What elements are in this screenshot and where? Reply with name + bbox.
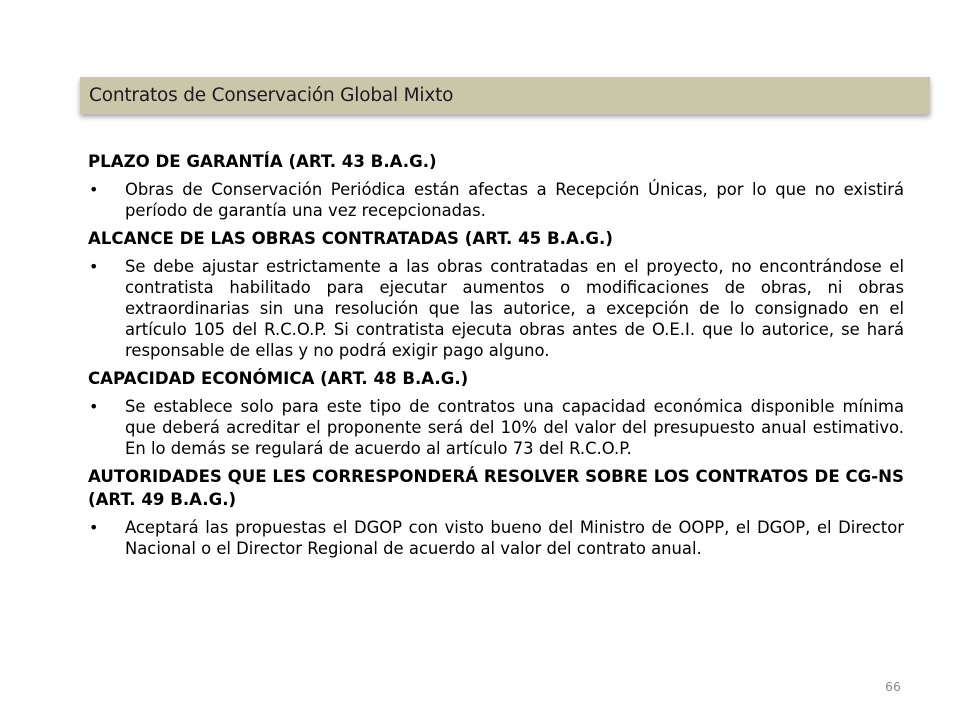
section-heading-alcance-obras: ALCANCE DE LAS OBRAS CONTRATADAS (ART. 45 B.A.G.) [88, 229, 613, 248]
section-heading-capacidad-economica: CAPACIDAD ECONÓMICA (ART. 48 B.A.G.) [88, 369, 469, 388]
page-number: 66 [885, 679, 901, 694]
bullet-dot-icon: • [89, 518, 99, 537]
bullet-item-capacidad-economica [88, 396, 904, 459]
bullet-text-alcance-obras: Se debe ajustar estrictamente a las obras contratadas en el proyecto, no encontrándose el contratista habilitado para ejecutar aumentos o modificaciones de obras, ni obras extraordinarias sin una resolución que las autorice, a excepción de lo consignado en el artículo 105 del R.C.O.P. Si contratista ejecuta obras antes de O.E.I. que lo autorice, se hará responsable de ellas y no podrá exigir pago alguno. [125, 257, 904, 360]
bullet-text-autoridades: Aceptará las propuestas el DGOP con visto bueno del Ministro de OOPP, el DGOP, el Director Nacional o el Director Regional de acuerdo al valor del contrato anual. [125, 518, 904, 558]
bullet-dot-icon: • [89, 180, 99, 199]
slide-content [88, 150, 904, 565]
bullet-item-autoridades [88, 517, 904, 559]
bullet-item-plazo-garantia [88, 179, 904, 221]
bullet-item-alcance-obras [88, 256, 904, 361]
slide-title: Contratos de Conservación Global Mixto [89, 85, 454, 106]
title-bar [80, 77, 930, 114]
section-heading-autoridades: AUTORIDADES QUE LES CORRESPONDERÁ RESOLVER SOBRE LOS CONTRATOS DE CG-NS (ART. 49 B.A.G.) [88, 467, 904, 509]
bullet-dot-icon: • [89, 257, 99, 276]
bullet-text-plazo-garantia: Obras de Conservación Periódica están afectas a Recepción Únicas, por lo que no existirá período de garantía una vez recepcionadas. [125, 180, 904, 220]
section-heading-plazo-garantia: PLAZO DE GARANTÍA (ART. 43 B.A.G.) [88, 152, 437, 171]
bullet-dot-icon: • [89, 397, 99, 416]
bullet-text-capacidad-economica: Se establece solo para este tipo de contratos una capacidad económica disponible mínima que deberá acreditar el proponente será del 10% del valor del presupuesto anual estimativo. En lo demás se regulará de acuerdo al artículo 73 del R.C.O.P. [125, 397, 904, 458]
